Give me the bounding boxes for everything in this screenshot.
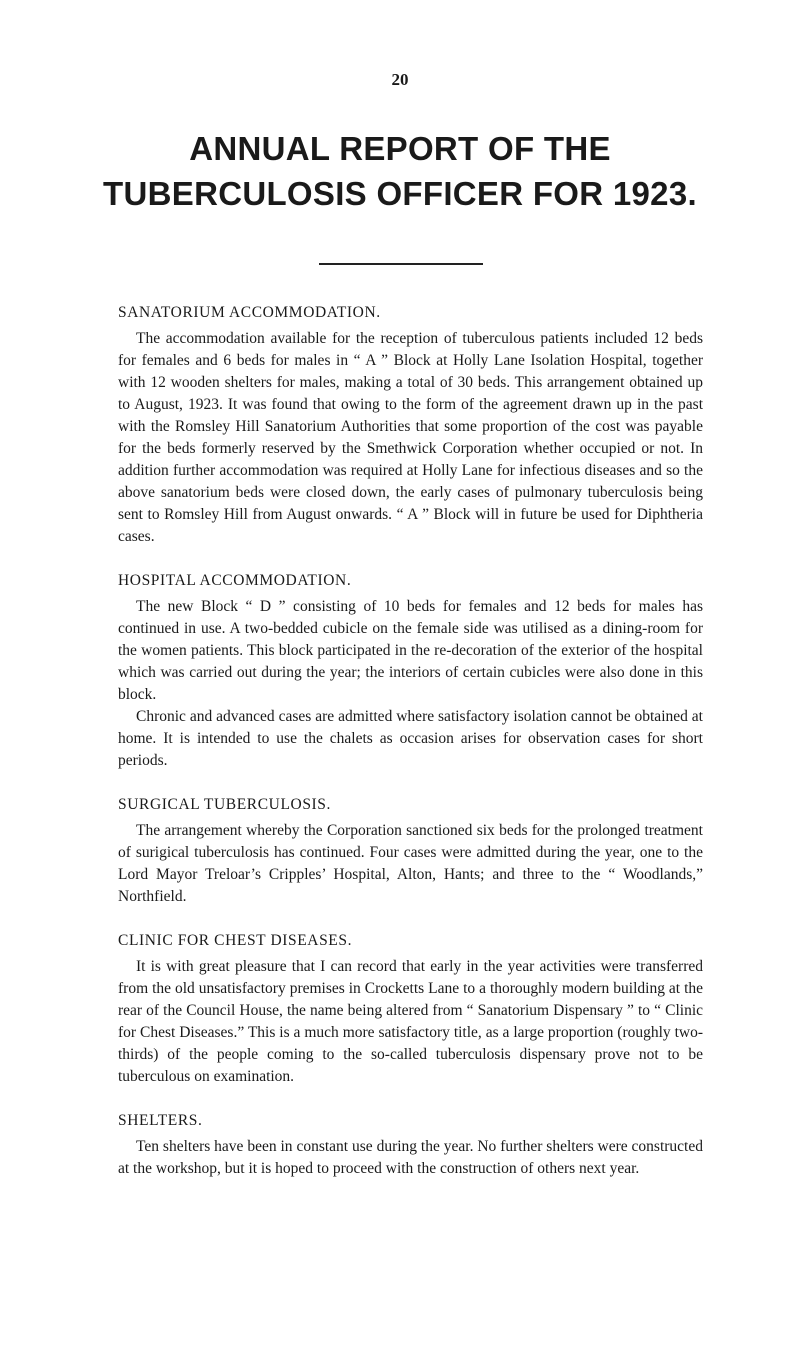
section-heading: HOSPITAL ACCOMMODATION. (118, 572, 352, 589)
section-paragraph: The accommodation available for the reception of tuberculous patients included 12 beds for females and 6 beds for males in “ A ” Block at Holly Lane Isolation Hospital, together with 12 wooden shelters for males, making a total of 30 beds. This arrangement obtained up to August, 1923. It was found that owing to the form of the agreement drawn up in the past with the Romsley Hill Sanatorium Authorities that some proportion of the cost was payable for the beds formerly reserved by the Smethwick Corporation whether occupied or not. In addition further accommodation was required at Holly Lane for infectious diseases and so the above sanatorium beds were closed down, the early cases of pulmonary tuberculosis being sent to Romsley Hill from August onwards. “ A ” Block will in future be used for Diphtheria cases. (118, 330, 703, 545)
section-heading: SHELTERS. (118, 1112, 203, 1129)
section-paragraph: Ten shelters have been in constant use during the year. No further shelters were constructed at the workshop, but it is hoped to proceed with the construction of others next year. (118, 1138, 703, 1177)
section-heading: SANATORIUM ACCOMMODATION. (118, 304, 381, 321)
section-heading: SURGICAL TUBERCULOSIS. (118, 796, 332, 813)
section-heading: CLINIC FOR CHEST DISEASES. (118, 932, 353, 949)
report-body (118, 302, 703, 1180)
section-shelters (118, 1110, 703, 1180)
section-paragraph: The arrangement whereby the Corporation sanctioned six beds for the prolonged treatment of surigical tuberculosis has continued. Four cases were admitted during the year, one to the Lord Mayor Treloar’s Cripples’ Hospital, Alton, Hants; and three to the “ Woodlands,” Northfield. (118, 822, 703, 905)
section-hospital-accommodation (118, 570, 703, 772)
report-title (0, 126, 800, 216)
page-number: 20 (391, 70, 409, 89)
title-divider (319, 263, 483, 265)
section-sanatorium-accommodation (118, 302, 703, 548)
section-paragraph: It is with great pleasure that I can record that early in the year activities were transferred from the old unsatisfactory premises in Crocketts Lane to a thoroughly modern building at the rear of the Council House, the name being altered from “ Sanatorium Dispensary ” to “ Clinic for Chest Diseases.” This is a much more satisfactory title, as a large proportion (roughly two-thirds) of the people coming to the so-called tuberculosis dispensary prove not to be tuberculous on examination. (118, 958, 703, 1085)
report-title-line-1: ANNUAL REPORT OF THE (189, 130, 611, 167)
section-paragraph: The new Block “ D ” consisting of 10 beds for females and 12 beds for males has continued in use. A two-bedded cubicle on the female side was utilised as a dining-room for the women patients. This block participated in the re-decoration of the exterior of the hospital which was carried out during the year; the interiors of certain cubicles were also done in this block. (118, 598, 703, 703)
section-surgical-tuberculosis (118, 794, 703, 908)
section-clinic-for-chest-diseases (118, 930, 703, 1088)
report-title-line-2: TUBERCULOSIS OFFICER FOR 1923. (103, 175, 697, 212)
section-paragraph: Chronic and advanced cases are admitted where satisfactory isolation cannot be obtained at home. It is intended to use the chalets as occasion arises for observation cases for short periods. (118, 708, 703, 769)
